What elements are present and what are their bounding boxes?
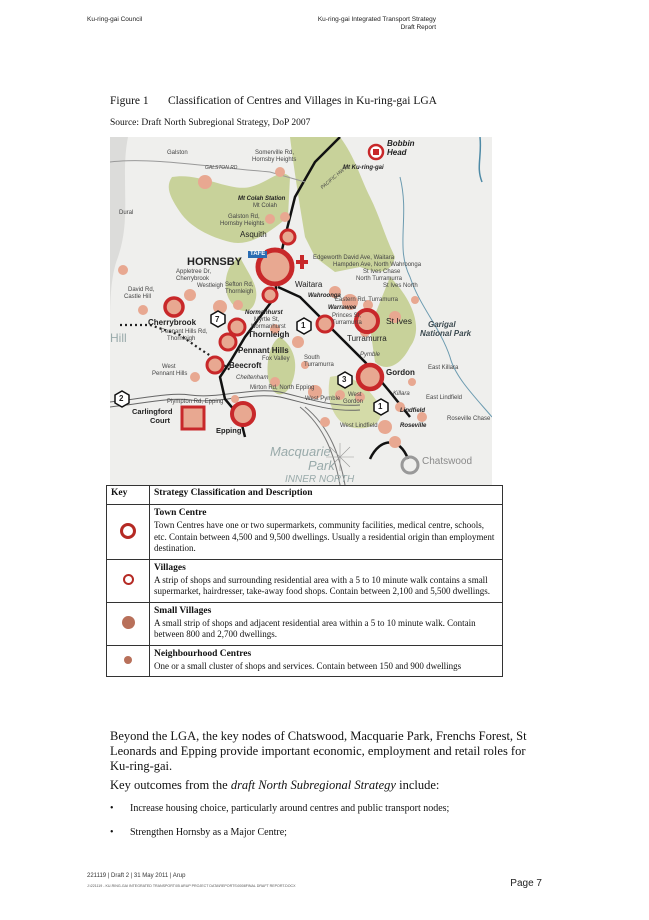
table-row <box>107 645 503 677</box>
village-ring-cherrybrook <box>165 298 183 316</box>
map-label-east-lindfield: East Lindfield <box>426 395 463 401</box>
table-row <box>107 559 503 602</box>
figure-number: Figure 1 <box>110 95 149 107</box>
map-label-hornsby: HORNSBY <box>187 256 243 268</box>
map-label-wahroonga: Wahroonga <box>308 293 341 299</box>
neighbourhood-centre-dot <box>280 212 290 222</box>
rail-loop <box>370 443 408 460</box>
header-report-title <box>318 16 436 32</box>
table-header-row <box>107 486 503 505</box>
small-brown-dot-icon <box>124 656 132 664</box>
village-ring-thornleigh <box>220 334 236 350</box>
map-label-somerville: Somerville Rd, <box>255 150 295 156</box>
map-label-chatswood: Chatswood <box>422 456 473 467</box>
large-red-ring-icon <box>120 523 136 539</box>
neighbourhood-centre-dot <box>292 336 304 348</box>
map-label-mt-colah-station: Mt Colah Station <box>238 196 286 202</box>
row-description: One or a small cluster of shops and services. Contain between 150 and 900 dwellings <box>154 660 462 671</box>
map-label-gordon: Gordon <box>386 368 415 377</box>
map-label-westleigh: Westleigh <box>197 283 224 289</box>
carlingford-court-marker <box>182 407 204 429</box>
route-number-3: 3 <box>342 375 347 384</box>
table-header-classification: Strategy Classification and Description <box>150 486 503 505</box>
map-label-eastern-rd: Eastern Rd, Turramurra <box>335 297 399 303</box>
description-cell <box>150 602 503 645</box>
route-number-1: 1 <box>378 402 383 411</box>
neighbourhood-centre-dot <box>233 300 243 310</box>
map-label-mirton: Mirton Rd, North Epping <box>250 385 315 391</box>
neighbourhood-centre-dot <box>408 378 416 386</box>
neighbourhood-centre-dot <box>378 420 392 434</box>
map-label-princes: Princes St, <box>332 313 362 319</box>
map-label-epping: Epping <box>216 426 242 435</box>
map-label-north-turramurra: North Turramurra <box>356 276 403 282</box>
village-ring-beecroft <box>207 357 223 373</box>
map-label-macquarie: Macquarie <box>270 444 331 459</box>
map-label-st-ives-north: St Ives North <box>383 283 418 289</box>
map-label-hampden: Hampden Ave, North Wahroonga <box>333 262 422 268</box>
header-report-line2: Draft Report <box>400 24 436 31</box>
map-label-waitara: Waitara <box>295 280 323 289</box>
map-label-tafe: TAFE <box>250 251 266 257</box>
map-label-warrawee: Warrawee <box>328 305 357 311</box>
map-label-asquith: Asquith <box>240 230 267 239</box>
hospital-cross-icon <box>296 255 308 269</box>
list-item-text: Increase housing choice, particularly around centres and public transport nodes; <box>130 803 450 814</box>
figure-source: Source: Draft North Subregional Strategy, DoP 2007 <box>110 118 311 128</box>
map-label-lindfield: Lindfield <box>400 408 425 414</box>
map-label-west-pennant-hills: Pennant Hills <box>152 371 188 377</box>
bullet-icon: • <box>110 827 114 838</box>
neighbourhood-centre-dot <box>184 289 196 301</box>
map-label-court: Court <box>150 416 170 425</box>
map-label-carlingford: Carlingford <box>132 407 173 416</box>
town-centre-ring-gordon <box>358 365 382 389</box>
map-label-galston-rd2: Galston Rd, <box>228 214 260 220</box>
table-row <box>107 602 503 645</box>
strategy-title-italic: draft North Subregional Strategy <box>230 778 396 792</box>
list-item <box>110 803 449 815</box>
map-label-galston-rd: GALSTON RD <box>205 165 238 171</box>
map-label-roseville-chase: Roseville Chase <box>447 416 491 422</box>
large-brown-dot-icon <box>122 616 135 629</box>
bullet-icon: • <box>110 803 114 814</box>
map-label-thornleigh-sub2: Thornleigh <box>167 336 196 342</box>
body-paragraph-key-nodes: Beyond the LGA, the key nodes of Chatswood, Macquarie Park, Frenchs Forest, St Leonards and Epping provide important economic, employment and retail roles for Ku-ring-gai. <box>110 729 527 773</box>
key-cell <box>107 602 150 645</box>
map-label-west-gordon: West <box>348 392 362 398</box>
map-label-south-turramurra: Turramurra <box>304 362 334 368</box>
neighbourhood-centre-dot <box>118 265 128 275</box>
map-label-gordon-west: Gordon <box>343 399 364 405</box>
table-header-key: Key <box>107 486 150 505</box>
neighbourhood-centre-dot <box>265 214 275 224</box>
map-label-thornleigh-sub: Thornleigh <box>225 289 254 295</box>
footer-file-path: J:\221119 - KU-RING-GAI INTEGRATED TRANSPORT\05 ARUP PROJECT DATA\REPORTS\0008FINAL DRAFT REPORT.DOCX <box>87 884 296 888</box>
key-cell <box>107 645 150 677</box>
map-label-fox-valley: Fox Valley <box>262 356 290 362</box>
description-cell <box>150 505 503 560</box>
village-ring-normanhurst <box>229 319 245 335</box>
paragraph-text: Key outcomes from the <box>110 778 231 792</box>
map-label-pennant-hills: Pennant Hills <box>238 346 289 355</box>
row-title: Neighbourhood Centres <box>154 648 252 659</box>
list-item <box>110 827 449 839</box>
map-label-david-rd: David Rd, <box>128 287 155 293</box>
neighbourhood-centre-dot <box>275 167 285 177</box>
page-number: Page 7 <box>510 878 542 889</box>
map-label-hornsby-heights: Hornsby Heights <box>252 157 297 163</box>
map-label-turramurra-sub: Turramurra <box>332 320 362 326</box>
bobbin-head-marker-core <box>373 149 379 155</box>
row-description: Town Centres have one or two supermarkets, community facilities, medical centre, schools, etc. Contain between 4,500 and 9,500 dwellings. Usually a residential origin than employment destination. <box>154 520 495 553</box>
map-label-killara: Killara <box>393 391 410 397</box>
row-description: A small strip of shops and adjacent residential area within a 5 to 10 minute walk. Contain between 800 and 2,700 dwellings. <box>154 617 476 639</box>
map-label-south: South <box>304 355 320 361</box>
row-title: Villages <box>154 562 186 573</box>
map-label-normanhurst2: Normanhurst <box>251 324 286 330</box>
figure-caption <box>110 95 437 107</box>
village-ring-waitara <box>263 288 277 302</box>
neighbourhood-centre-dot <box>198 175 212 189</box>
map-label-west: West <box>162 364 176 370</box>
map-label-cherrybrook-sub: Cherrybrook <box>176 276 210 282</box>
route-number-7: 7 <box>215 315 220 324</box>
route-number-2: 2 <box>119 394 124 403</box>
map-label-park: Park <box>308 458 335 473</box>
key-cell <box>107 559 150 602</box>
neighbourhood-centre-dot <box>411 296 419 304</box>
row-description: A strip of shops and surrounding residential area with a 5 to 10 minute walk contains a small supermarket, hairdresser, take-away food shops. Contain between 2,100 and 5,500 dwellings. <box>154 574 491 596</box>
map-label-national-park: National Park <box>420 329 472 338</box>
village-ring-wahroonga <box>317 316 333 332</box>
neighbourhood-centre-dot <box>389 436 401 448</box>
small-red-ring-icon <box>123 574 134 585</box>
map-label-east-killara: East Killara <box>428 365 459 371</box>
map-label-west-pymble: West Pymble <box>305 396 341 402</box>
neighbourhood-centre-dot <box>320 417 330 427</box>
village-ring-asquith <box>281 230 295 244</box>
outcomes-bullet-list <box>110 803 449 851</box>
list-item-text: Strengthen Hornsby as a Major Centre; <box>130 827 287 838</box>
map-label-mt-kuringgai: Mt Ku-ring-gai <box>343 165 384 171</box>
footer-document-info: 221119 | Draft 2 | 31 May 2011 | Arup <box>87 873 186 879</box>
body-paragraph-key-outcomes <box>110 778 530 793</box>
route-number-1b: 1 <box>301 321 306 330</box>
map-label-hornsby-heights2: Hornsby Heights <box>220 221 265 227</box>
map-label-mt-colah: Mt Colah <box>253 203 278 209</box>
map-label-galston: Galston <box>167 150 188 156</box>
map-label-head: Head <box>387 148 407 157</box>
map-label-pymble: Pymble <box>360 352 381 358</box>
chatswood-marker-icon <box>402 457 418 473</box>
map-label-turramurra: Turramurra <box>347 334 387 343</box>
table-row <box>107 505 503 560</box>
description-cell <box>150 645 503 677</box>
creek-line <box>479 137 482 182</box>
map-label-inner-north: INNER NORTH <box>285 474 355 485</box>
map-label-roseville: Roseville <box>400 423 427 429</box>
map-label-pacific-hwy: PACIFIC HWY <box>319 165 349 191</box>
map-label-castle-hill: Castle Hill <box>124 294 152 300</box>
map-label-bobbin: Bobbin <box>387 139 415 148</box>
map-label-normanhurst: Normanhurst <box>245 310 283 316</box>
town-centre-ring-epping <box>232 403 254 425</box>
map-label-west-lindfield: West Lindfield <box>340 423 378 429</box>
neighbourhood-centre-dot <box>231 395 239 403</box>
paragraph-text: include: <box>395 778 440 792</box>
neighbourhood-centre-dot <box>190 372 200 382</box>
neighbourhood-centre-dot <box>138 305 148 315</box>
header-report-line1: Ku-ring-gai Integrated Transport Strategy <box>317 16 436 23</box>
map-label-beecroft: Beecroft <box>229 361 262 370</box>
map-label-st-ives: St Ives <box>386 316 412 326</box>
map-graphics <box>110 137 492 485</box>
map-label-st-ives-chase: St Ives Chase <box>363 269 401 275</box>
map-label-myrtle: Myrtle St, <box>254 317 280 323</box>
map-label-hill: Hill <box>110 331 127 345</box>
map-label-sefton: Sefton Rd, <box>225 282 254 288</box>
row-title: Town Centre <box>154 508 207 518</box>
figure-title: Classification of Centres and Villages in Ku-ring-gai LGA <box>168 95 437 107</box>
map-label-pennant-hills-rd: Pennant Hills Rd, <box>161 329 208 335</box>
map-label-cheltenham: Cheltenham <box>236 375 269 381</box>
centres-map <box>110 137 492 485</box>
map-label-cherrybrook: Cherrybrook <box>148 318 197 327</box>
map-label-dural: Dural <box>119 210 134 216</box>
map-label-thornleigh: Thornleigh <box>248 330 290 339</box>
map-label-garigal: Garigal <box>428 320 456 329</box>
row-title: Small Villages <box>154 605 212 616</box>
map-label-plympton: Plympton Rd, Epping <box>167 399 224 405</box>
description-cell <box>150 559 503 602</box>
header-council: Ku-ring-gai Council <box>87 16 143 23</box>
map-label-appletree: Appletree Dr, <box>176 269 212 275</box>
map-label-edgeworth: Edgeworth David Ave, Waitara <box>313 255 395 261</box>
key-cell <box>107 505 150 560</box>
classification-key-table <box>106 485 503 677</box>
